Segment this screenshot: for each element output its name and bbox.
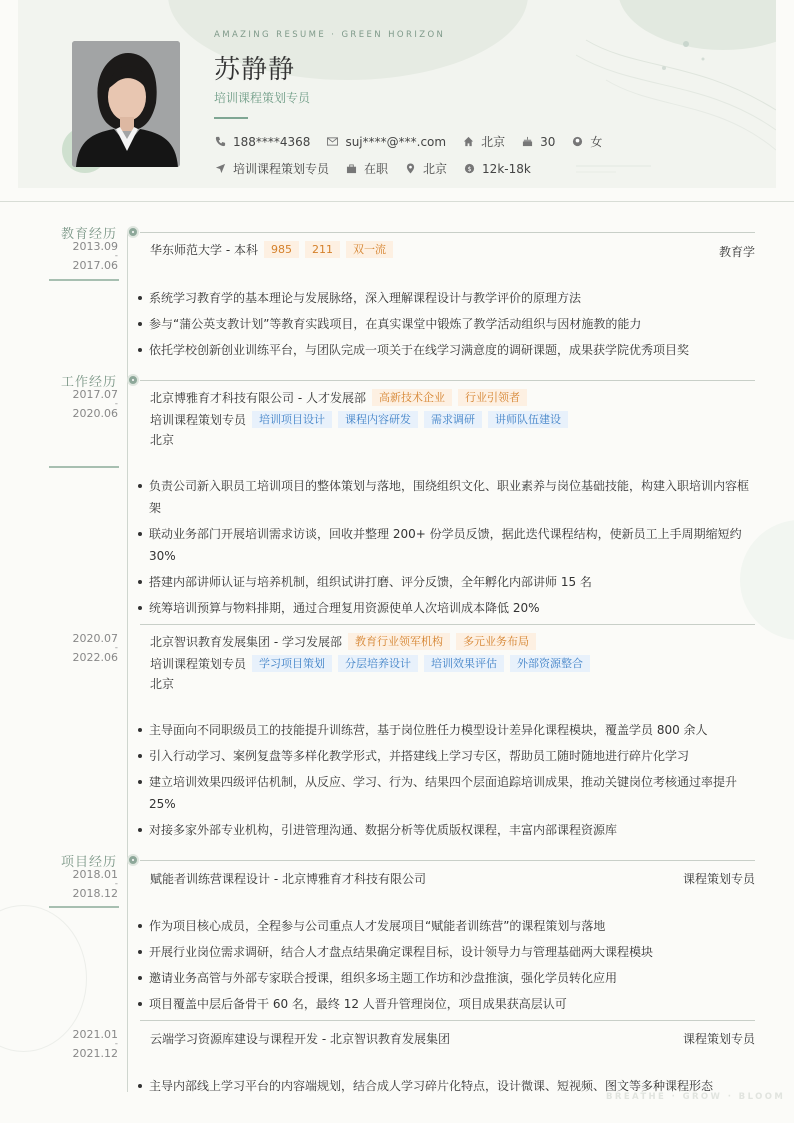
work-1-company bbox=[150, 389, 527, 406]
skill-tag: 学习项目策划 bbox=[252, 655, 332, 672]
intent-salary-value: 12k-18k bbox=[482, 161, 531, 176]
project-2-start: 2021.01 bbox=[72, 1028, 118, 1041]
project-1-end: 2018.12 bbox=[72, 887, 118, 900]
school-tag: 211 bbox=[305, 241, 340, 258]
timeline-node bbox=[127, 226, 139, 238]
skill-tag: 课程内容研发 bbox=[338, 411, 418, 428]
contact-info-row bbox=[214, 133, 618, 150]
education-bullets bbox=[138, 287, 758, 365]
list-item: 搭建内部讲师认证与培养机制，组织试讲打磨、评分反馈，全年孵化内部讲师 15 名 bbox=[138, 571, 758, 593]
contact-email-value: suj****@***.com bbox=[345, 134, 447, 149]
list-item: 作为项目核心成员，全程参与公司重点人才发展项目“赋能者训练营”的课程策划与落地 bbox=[138, 915, 758, 937]
project-2-dates: 2021.01 - 2021.12 bbox=[72, 1028, 118, 1060]
education-major: 教育学 bbox=[718, 245, 755, 259]
company-tag: 行业引领者 bbox=[458, 389, 527, 406]
contact-gender bbox=[571, 133, 602, 150]
work-2-company bbox=[150, 633, 536, 650]
list-item: 主导内部线上学习平台的内容端规划，结合成人学习碎片化特点，设计微课、短视频、图文等多种课程形态 bbox=[138, 1075, 758, 1097]
work-1-bullets bbox=[138, 475, 758, 623]
role-name: 培训课程策划专员 bbox=[150, 657, 247, 671]
list-item: 依托学校创新创业训练平台，与团队完成一项关于在线学习满意度的调研课题，成果获学院优秀项目奖 bbox=[138, 339, 758, 361]
education-end: 2017.06 bbox=[72, 259, 118, 272]
list-item: 主导面向不同职级员工的技能提升训练营，基于岗位胜任力模型设计差异化课程模块，覆盖学员 800 余人 bbox=[138, 719, 758, 741]
date-underline bbox=[49, 466, 119, 468]
list-item: 建立培训效果四级评估机制，从反应、学习、行为、结果四个层面追踪培训成果，推动关键岗位考核通过率提升 25% bbox=[138, 771, 758, 815]
phone-icon bbox=[214, 136, 226, 148]
contact-age-value: 30 bbox=[540, 134, 556, 149]
project-2-role: 课程策划专员 bbox=[682, 1032, 755, 1046]
project-1-bullets bbox=[138, 915, 758, 1019]
list-item: 系统学习教育学的基本理论与发展脉络，深入理解课程设计与教学评价的原理方法 bbox=[138, 287, 758, 309]
company-tag: 教育行业领军机构 bbox=[348, 633, 450, 650]
date-underline bbox=[49, 906, 119, 908]
intent-status bbox=[345, 160, 388, 177]
company-name: 北京博雅育才科技有限公司 - 人才发展部 bbox=[150, 391, 366, 405]
intent-city bbox=[404, 160, 447, 177]
contact-city-value: 北京 bbox=[481, 135, 506, 149]
project-1-start: 2018.01 bbox=[72, 868, 118, 881]
header-divider bbox=[0, 201, 794, 202]
project-2-name: 云端学习资源库建设与课程开发 - 北京智识教育发展集团 bbox=[150, 1032, 450, 1046]
job-intent-row bbox=[214, 160, 547, 177]
list-item: 参与“蒲公英支教计划”等教育实践项目，在真实课堂中锻炼了教学活动组织与因材施教的能力 bbox=[138, 313, 758, 335]
resume-tagline: AMAZING RESUME · GREEN HORIZON bbox=[214, 30, 446, 40]
skill-tag: 分层培养设计 bbox=[338, 655, 418, 672]
school-tag: 985 bbox=[264, 241, 299, 258]
section-title-projects: 项目经历 bbox=[60, 855, 117, 870]
entry-separator bbox=[140, 1020, 755, 1021]
intent-position bbox=[214, 160, 329, 177]
education-school: 华东师范大学 - 本科 bbox=[150, 243, 258, 257]
work-1-location: 北京 bbox=[150, 433, 175, 447]
work-2-bullets bbox=[138, 719, 758, 845]
company-name: 北京智识教育发展集团 - 学习发展部 bbox=[150, 635, 342, 649]
list-item: 引入行动学习、案例复盘等多样化教学形式，并搭建线上学习专区，帮助员工随时随地进行碎片化学习 bbox=[138, 745, 758, 767]
skill-tag: 外部资源整合 bbox=[510, 655, 590, 672]
entry-separator bbox=[140, 380, 755, 381]
home-icon bbox=[462, 136, 474, 148]
timeline-node bbox=[127, 374, 139, 386]
date-underline bbox=[49, 279, 119, 281]
project-1-dates: 2018.01 - 2018.12 bbox=[72, 868, 118, 900]
list-item: 统筹培训预算与物料排期，通过合理复用资源使单人次培训成本降低 20% bbox=[138, 597, 758, 619]
candidate-name: 苏静静 bbox=[214, 55, 296, 85]
gender-icon bbox=[571, 136, 583, 148]
salary-icon bbox=[463, 163, 475, 175]
education-start: 2013.09 bbox=[72, 240, 118, 253]
work-2-location: 北京 bbox=[150, 677, 175, 691]
section-title-work: 工作经历 bbox=[60, 375, 117, 390]
section-title-education: 教育经历 bbox=[60, 227, 117, 242]
accent-divider bbox=[214, 117, 248, 119]
contact-phone-value: 188****4368 bbox=[233, 134, 311, 149]
timeline-node bbox=[127, 854, 139, 866]
list-item: 开展行业岗位需求调研，结合人才盘点结果确定课程目标，设计领导力与管理基础两大课程模块 bbox=[138, 941, 758, 963]
role-name: 培训课程策划专员 bbox=[150, 413, 247, 427]
svg-text:$: $ bbox=[467, 164, 472, 173]
intent-status-value: 在职 bbox=[364, 162, 389, 176]
entry-separator bbox=[140, 624, 755, 625]
intent-salary bbox=[463, 162, 531, 176]
cake-icon bbox=[521, 136, 533, 148]
contact-phone bbox=[214, 135, 310, 149]
project-1-role: 课程策划专员 bbox=[682, 872, 755, 886]
work-2-role bbox=[150, 655, 590, 672]
work-2-end: 2022.06 bbox=[72, 651, 118, 664]
work-2-start: 2020.07 bbox=[72, 632, 118, 645]
candidate-title: 培训课程策划专员 bbox=[214, 91, 311, 105]
skill-tag: 需求调研 bbox=[424, 411, 482, 428]
skill-tag: 讲师队伍建设 bbox=[488, 411, 568, 428]
contact-gender-value: 女 bbox=[590, 135, 603, 149]
work-1-dates: 2017.07 - 2020.06 bbox=[72, 388, 118, 420]
footer-watermark: BREATHE · GROW · BLOOM bbox=[606, 1092, 786, 1102]
contact-email bbox=[326, 135, 446, 149]
list-item: 对接多家外部专业机构，引进管理沟通、数据分析等优质版权课程，丰富内部课程资源库 bbox=[138, 819, 758, 841]
intent-city-value: 北京 bbox=[423, 162, 448, 176]
education-header bbox=[150, 241, 393, 258]
skill-tag: 培训效果评估 bbox=[424, 655, 504, 672]
list-item: 邀请业务高管与外部专家联合授课，组织多场主题工作坊和沙盘推演，强化学员转化应用 bbox=[138, 967, 758, 989]
project-1-name: 赋能者训练营课程设计 - 北京博雅育才科技有限公司 bbox=[150, 872, 426, 886]
skill-tag: 培训项目设计 bbox=[252, 411, 332, 428]
work-1-start: 2017.07 bbox=[72, 388, 118, 401]
timeline-line bbox=[127, 232, 128, 1092]
briefcase-icon bbox=[345, 163, 357, 175]
education-dates: 2013.09 - 2017.06 bbox=[72, 240, 118, 272]
company-tag: 高新技术企业 bbox=[372, 389, 452, 406]
project-2-end: 2021.12 bbox=[72, 1047, 118, 1060]
school-tag: 双一流 bbox=[346, 241, 393, 258]
entry-separator bbox=[140, 860, 755, 861]
intent-position-value: 培训课程策划专员 bbox=[233, 162, 330, 176]
work-1-role bbox=[150, 411, 568, 428]
list-item: 负责公司新入职员工培训项目的整体策划与落地，围绕组织文化、职业素养与岗位基础技能，构建入职培训内容框架 bbox=[138, 475, 758, 519]
profile-photo bbox=[72, 41, 180, 167]
company-tag: 多元业务布局 bbox=[456, 633, 536, 650]
entry-separator bbox=[140, 232, 755, 233]
mail-icon bbox=[326, 136, 338, 148]
location-pin-icon bbox=[404, 163, 416, 175]
list-item: 联动业务部门开展培训需求访谈，回收并整理 200+ 份学员反馈，据此迭代课程结构，使新员工上手周期缩短约 30% bbox=[138, 523, 758, 567]
list-item: 项目覆盖中层后备骨干 60 名，最终 12 人晋升管理岗位，项目成果获高层认可 bbox=[138, 993, 758, 1015]
work-1-end: 2020.06 bbox=[72, 407, 118, 420]
send-icon bbox=[214, 163, 226, 175]
contact-age bbox=[521, 135, 555, 149]
work-2-dates: 2020.07 - 2022.06 bbox=[72, 632, 118, 664]
contact-city bbox=[462, 133, 505, 150]
header-wave-decoration bbox=[576, 0, 776, 188]
